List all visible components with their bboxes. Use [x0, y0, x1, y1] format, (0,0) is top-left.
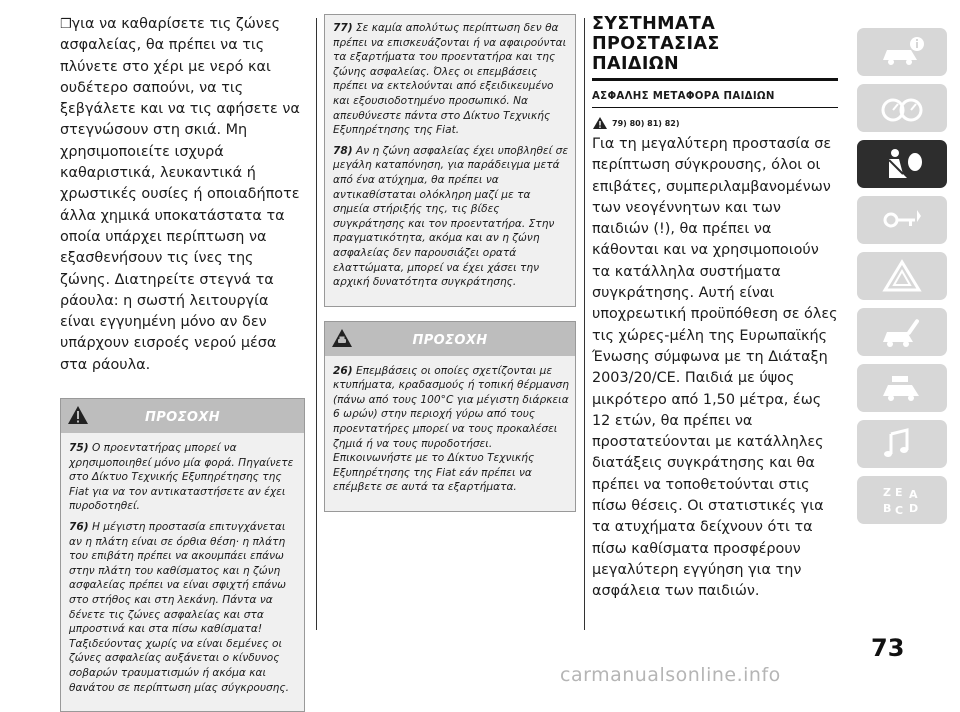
page-number: 73 [871, 634, 905, 662]
svg-text:B: B [883, 502, 892, 515]
warning-triangle-icon [592, 116, 608, 130]
tab-safety[interactable] [857, 140, 947, 188]
alphabetical-index-icon [877, 482, 927, 518]
warning-box-1 [60, 398, 305, 712]
multimedia-icon [877, 426, 927, 462]
column-middle [324, 14, 576, 512]
note-text: Επεμβάσεις οι οποίες σχετίζονται με κτυπήματα, κραδασμούς ή τοπική θέρμανση (πάνω από τους 100°C για μέγιστη διάρκεια 6 ωρών) στην περιοχή γύρω από τους προεντατήρες μπορεί να τους προκαλέσει ζημιά ή να τους πυροδοτήσει. Επικοινωνήστε με το Δίκτυο Τεχνικής Εξυπηρέτησης της Fiat εάν πρέπει να επέμβετε σε αυτά τα εξαρτήματα. [333, 364, 569, 494]
note-26 [333, 364, 569, 495]
hazard-warning-icon [877, 258, 927, 294]
section-tabs [857, 28, 949, 532]
warning-body [325, 356, 575, 511]
section-title-line1: ΣΥΣΤΗΜΑΤΑ ΠΡΟΣΤΑΣΙΑΣ [592, 14, 720, 54]
tab-car-info[interactable] [857, 28, 947, 76]
subtitle-rule [592, 107, 838, 108]
tab-index[interactable] [857, 476, 947, 524]
dashboard-icon [877, 90, 927, 126]
warning-header [61, 399, 304, 433]
cleaning-text: για να καθαρίσετε τις ζώνες ασφαλείας, θα πρέπει να τις πλύνετε στο χέρι με νερό και ουδέτερο σαπούνι, να τις ξεβγάλετε και να τις αφήσετε να στεγνώσουν στη σκιά. Μη χρησιμοποιείτε ισχυρά καθαριστικά, λευκαντικά ή χρωστικές ουσίες ή οποιαδήποτε άλλα χημικά υποκατάστατα τα οποία υπάρχει περίπτωση να εξασθενήσουν τις ίνες της ζώνης. Διατηρείτε στεγνά τα ράουλα: η σωστή λειτουργία είναι εγγυημένη μόνο αν δεν υπάρχουν εισροές νερού μέσα στα ράουλα. [60, 16, 300, 373]
cleaning-paragraph [60, 14, 305, 376]
note-78 [333, 144, 569, 290]
note-text: Ο προεντατήρας μπορεί να χρησιμοποιηθεί μόνο μία φορά. Πηγαίνετε στο Δίκτυο Τεχνικής Εξυπηρέτησης της Fiat για να τον αντικαταστήσετε αν έχει πυροδοτηθεί. [69, 442, 294, 513]
column-divider [584, 18, 585, 630]
note-number: 78) [333, 144, 353, 157]
watermark: carmanualsonline.info [560, 664, 781, 686]
tab-maintenance[interactable] [857, 308, 947, 356]
note-76 [69, 520, 298, 695]
svg-text:D: D [909, 502, 919, 515]
note-number: 76) [69, 521, 89, 534]
warning-title: ΠΡΟΣΟΧΗ [144, 410, 221, 426]
svg-text:E: E [895, 486, 903, 499]
tab-multimedia[interactable] [857, 420, 947, 468]
tab-emergency[interactable] [857, 252, 947, 300]
child-safety-paragraph: Για τη μεγαλύτερη προστασία σε περίπτωση σύγκρουσης, όλοι οι επιβάτες, συμπεριλαμβανομένων των νεογέννητων και των παιδιών (!), θα πρέπει να κάθονται και να χρησιμοποιούν τα κατάλληλα συστήματα συγκράτησης. Αυτή είναι υποχρεωτική προϋπόθεση σε όλες τις χώρες-μέλη της Ευρωπαϊκής Ένωσης σύμφωνα με τη Διάταξη 2003/20/CE. Παιδιά με ύψος μικρότερο από 1,50 μέτρα, έως 12 ετών, θα πρέπει να προστατεύονται με κατάλληλες διατάξεις συγκράτησης και θα πρέπει να τοποθετούνται στις πίσω θέσεις. Οι στατιστικές για τα ατυχήματα δείχνουν ότι τα πίσω καθίσματα προσφέρουν μεγαλύτερη εγγύηση για την ασφάλεια των παιδιών. [592, 136, 838, 600]
svg-text:A: A [909, 488, 918, 501]
key-start-icon [877, 202, 927, 238]
note-75 [69, 441, 298, 514]
car-info-icon [877, 34, 927, 70]
note-number: 75) [69, 442, 89, 455]
reference-line [592, 116, 838, 130]
note-77 [333, 21, 569, 138]
paragraph-marker: ❒ [60, 17, 72, 32]
note-number: 26) [333, 364, 353, 377]
wrench-car-icon [877, 314, 927, 350]
svg-text:Z: Z [883, 486, 891, 499]
note-number: 77) [333, 22, 353, 34]
warning-title: ΠΡΟΣΟΧΗ [412, 332, 488, 348]
title-rule [592, 78, 838, 81]
subsection-title: ΑΣΦΑΛΗΣ ΜΕΤΑΦΟΡΑ ΠΑΙΔΙΩΝ [592, 91, 775, 102]
section-title-line2: ΠΑΙΔΙΩΝ [592, 54, 680, 74]
note-text: Αν η ζώνη ασφαλείας έχει υποβληθεί σε μεγάλη καταπόνηση, για παράδειγμα μετά από ένα ατύχημα, θα πρέπει να αντικαθίσταται ολόκληρη μαζί με τα σημεία στήριξής της, τις βίδες συγκράτησης και τον προεντατήρα. Στην πραγματικότητα, ακόμα και αν η ζώνη ασφαλείας δεν παρουσιάζει ορατά ελαττώματα, μπορεί να έχει χάσει την αρχική δυνατότητα συγκράτησης. [333, 144, 569, 289]
column-right [592, 14, 838, 603]
section-title [592, 14, 838, 74]
warning-continuation-box [324, 14, 576, 307]
seatbelt-airbag-icon [877, 146, 927, 182]
reference-notes: 79) 80) 81) 82) [612, 118, 680, 128]
warning-body [325, 15, 575, 306]
tab-dashboard[interactable] [857, 84, 947, 132]
note-text: Η μέγιστη προστασία επιτυγχάνεται αν η πλάτη είναι σε όρθια θέση· η πλάτη του επιβάτη πρέπει να ακουμπάει επάνω στην πλάτη του καθίσματος και η ζώνη ασφαλείας πρέπει να είναι σφιχτή επάνω στο στήθος και στη λεκάνη. Πάντα να δένετε τις ζώνες ασφαλείας και στα μπροστινά και στα πίσω καθίσματα! Ταξιδεύοντας χωρίς να είναι δεμένες οι ζώνες ασφαλείας αυξάνεται ο κίνδυνος σοβαρών τραυματισμών ή ακόμα και θανάτου σε περίπτωση μίας σύγκρουσης. [69, 521, 289, 694]
column-divider [316, 18, 317, 630]
tab-technical-data[interactable] [857, 364, 947, 412]
column-left [60, 14, 305, 712]
warning-header [325, 322, 575, 356]
tab-starting[interactable] [857, 196, 947, 244]
svg-text:C: C [895, 504, 904, 517]
car-specs-icon [877, 370, 927, 406]
warning-body [61, 433, 304, 711]
warning-box-2 [324, 321, 576, 512]
note-text: Σε καμία απολύτως περίπτωση δεν θα πρέπει να επισκευάζονται ή να αφαιρούνται τα εξαρτήματα του προεντατήρα και της ζώνης ασφαλείας. Όλες οι επεμβάσεις πρέπει να εκτελούνται από εξειδικευμένο και εξουσιοδοτημένο προσωπικό. Να απευθύνεστε πάντα στο Δίκτυο Τεχνικής Εξυπηρέτησης της Fiat. [333, 22, 567, 137]
